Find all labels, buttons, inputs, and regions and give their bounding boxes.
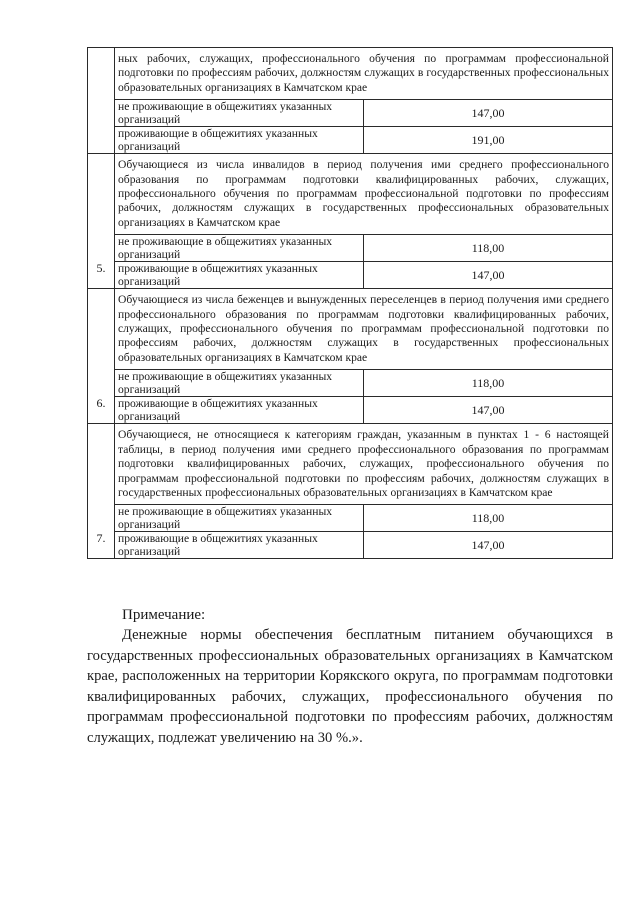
subrow-label: проживающие в общежитиях указанных организаций (115, 262, 364, 289)
row-description: Обучающиеся из числа инвалидов в период получения ими среднего профессионального образования по программам подготовки квалифицированных рабочих, служащих, профессионального обучения по программам профессиональной подготовки по профессиям рабочих, должностям служащих в государственных профессиональных образовательных организациях в Камчатском крае (115, 154, 613, 235)
subrow-value: 118,00 (364, 235, 613, 262)
table-subrow (88, 127, 613, 154)
row-description: ных рабочих, служащих, профессионального обучения по программам профессиональной подготовки по профессиям рабочих, должностям служащих в государственных профессиональных образовательных организациях в Камчатском крае (115, 48, 613, 100)
table-subrow (88, 505, 613, 532)
subrow-label: проживающие в общежитиях указанных организаций (115, 397, 364, 424)
table-subrow (88, 262, 613, 289)
subrow-label: не проживающие в общежитиях указанных организаций (115, 100, 364, 127)
subrow-value: 118,00 (364, 505, 613, 532)
table-subrow (88, 532, 613, 559)
subrow-value: 147,00 (364, 262, 613, 289)
table-subrow (88, 235, 613, 262)
note-text: Денежные нормы обеспечения бесплатным питанием обучающихся в государственных профессиональных образовательных организациях в Камчатском крае, расположенных на территории Корякского округа, по программам подготовки квалифицированных рабочих, служащих, профессионального обучения по программам профессиональной подготовки по профессиям рабочих, должностям служащих, подлежат увеличению на 30 %.». (87, 627, 613, 746)
row-description: Обучающиеся из числа беженцев и вынужденных переселенцев в период получения ими среднего профессионального образования по программам подготовки квалифицированных рабочих, служащих, профессионального обучения по программам профессиональной подготовки по профессиям рабочих, должностям служащих в государственных профессиональных образовательных организациях в Камчатском крае (115, 289, 613, 370)
subrow-value: 147,00 (364, 397, 613, 424)
subrow-label: не проживающие в общежитиях указанных организаций (115, 370, 364, 397)
row-description: Обучающиеся, не относящиеся к категориям граждан, указанным в пунктах 1 - 6 настоящей таблицы, в период получения ими среднего профессионального образования по программам подготовки квалифицированных рабочих, служащих, профессионального обучения по программам профессиональной подготовки по профессиям рабочих, должностям служащих в государственных профессиональных образовательных организациях в Камчатском крае (115, 424, 613, 505)
table-row (88, 154, 613, 235)
row-number (88, 48, 115, 154)
row-number: 7. (88, 424, 115, 559)
table-subrow (88, 370, 613, 397)
subrow-label: не проживающие в общежитиях указанных организаций (115, 235, 364, 262)
subrow-value: 118,00 (364, 370, 613, 397)
row-number: 6. (88, 289, 115, 424)
table-subrow (88, 100, 613, 127)
note-heading: Примечание: (122, 607, 206, 623)
subrow-value: 147,00 (364, 532, 613, 559)
subrow-label: не проживающие в общежитиях указанных организаций (115, 505, 364, 532)
subrow-label: проживающие в общежитиях указанных организаций (115, 127, 364, 154)
row-number: 5. (88, 154, 115, 289)
subrow-value: 147,00 (364, 100, 613, 127)
table-row (88, 289, 613, 370)
norms-table (87, 47, 613, 559)
subrow-value: 191,00 (364, 127, 613, 154)
table-subrow (88, 397, 613, 424)
table-row (88, 48, 613, 100)
subrow-label: проживающие в общежитиях указанных организаций (115, 532, 364, 559)
table-row (88, 424, 613, 505)
